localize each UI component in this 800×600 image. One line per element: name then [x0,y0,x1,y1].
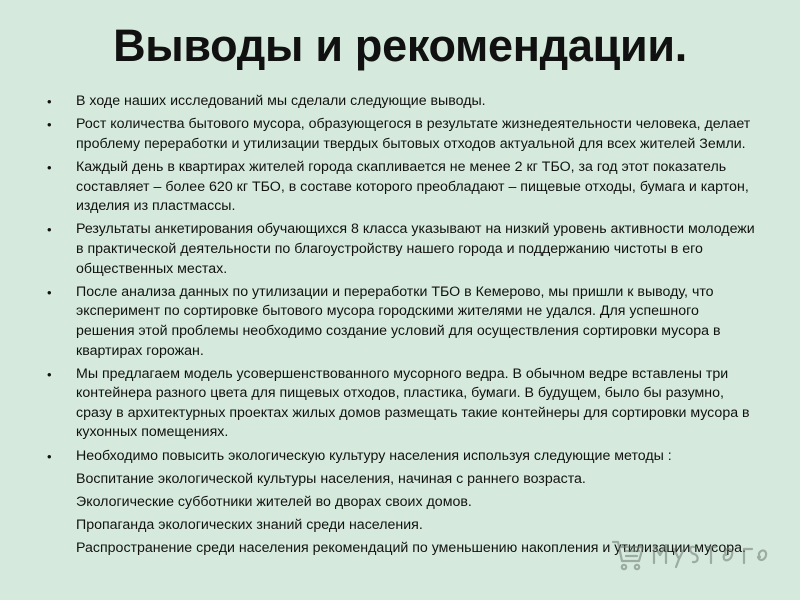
list-item [44,470,756,490]
list-item-text: Рост количества бытового мусора, образующегося в результате жизнедеятельности человека, делает проблему переработки и утилизации твердых бытовых отходов актуальной для всех жителей Земли. [76,116,751,152]
list-item-text: Пропаганда экологических знаний среди населения. [76,517,423,534]
list-item-text: В ходе наших исследований мы сделали следующие выводы. [76,93,486,109]
bullet-icon: • [47,94,52,109]
bullet-icon: • [47,284,52,300]
list-item-text: Воспитание экологической культуры населения, начиная с раннего возраста. [76,470,586,487]
list-item-text: Каждый день в квартирах жителей города скапливается не менее 2 кг ТБО, за год этот показатель составляет – более 620 кг ТБО, в составе которого преобладают – пищевые отходы, бумага и картон, изделия из пластмассы. [76,158,749,215]
list-item [44,365,756,443]
list-item-text: Результаты анкетирования обучающихся 8 класса указывают на низкий уровень активности молодежи в практической деятельности по благоустройству нашего города и поддержанию чистоты в его общественных местах. [76,221,755,277]
list-item [44,493,756,513]
list-item-text: Мы предлагаем модель усовершенствованного мусорного ведра. В обычном ведре вставлены три контейнера разного цвета для пищевых отходов, пластика, бумаги. В будущем, было бы разумно, сразу в архитектурных проектах жилых домов размещать такие контейнеры для сортировки мусора в кухонных помещениях. [76,365,750,441]
bullet-icon: • [47,222,52,238]
list-item [44,92,756,112]
list-item-text: После анализа данных по утилизации и переработки ТБО в Кемерово, мы пришли к выводу, что эксперимент по сортировке бытового мусора городскими жителями не удался. Для успешного решения этой проблемы необходимо создание условий для осуществления сортировки мусора в квартирах горожан. [76,283,721,359]
bullet-icon: • [47,117,52,133]
list-item [44,447,756,467]
bullet-list [44,92,756,563]
shopping-cart-logo-icon [610,537,770,573]
list-item-text: Экологические субботники жителей во дворах своих домов. [76,494,472,511]
list-item [44,115,756,154]
list-item-text: Распространение среди населения рекомендаций по уменьшению накопления и утилизации мусора. [76,540,746,557]
bullet-icon: • [47,159,52,175]
bullet-icon: • [47,366,52,382]
list-item [44,158,756,217]
list-item [44,283,756,361]
list-item [44,220,756,279]
bullet-icon: • [47,448,52,464]
list-item [44,516,756,536]
slide-title: Выводы и рекомендации. [113,20,687,71]
list-item-text: Необходимо повысить экологическую культуру населения используя следующие методы : [76,447,672,464]
